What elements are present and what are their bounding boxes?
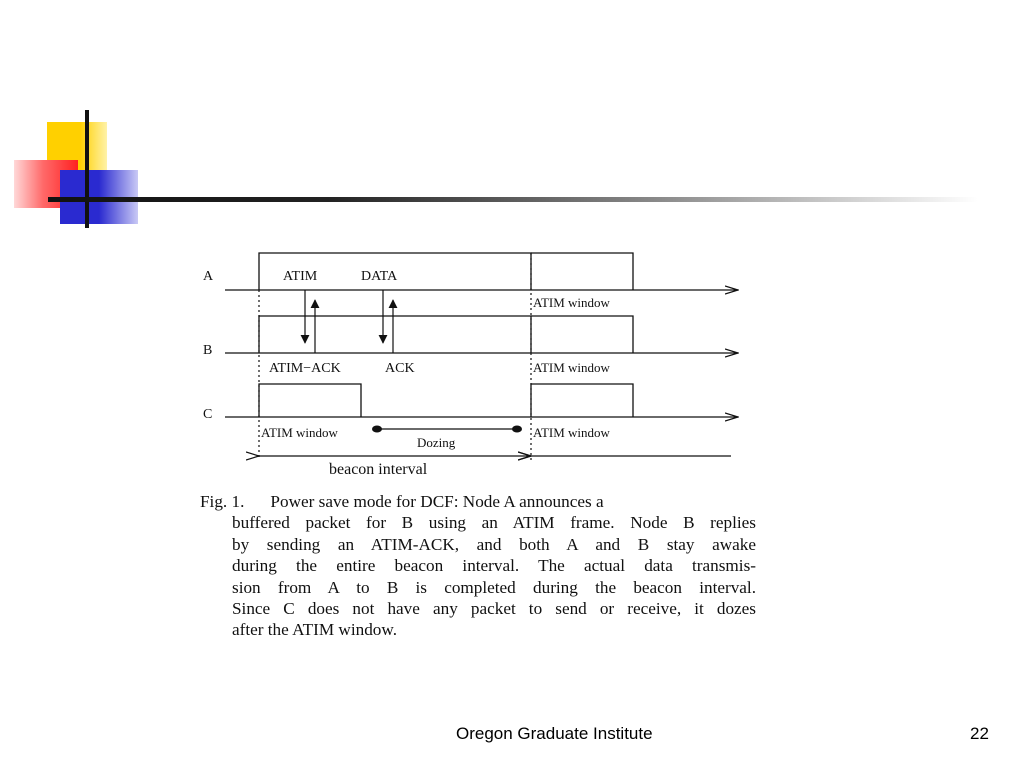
title-divider-line — [48, 197, 978, 202]
beacon-interval-label: beacon interval — [329, 461, 428, 478]
figure-label: Fig. 1. — [200, 492, 245, 511]
caption-line-1: Fig. 1. Power save mode for DCF: Node A announces a — [200, 492, 604, 511]
power-save-timing-diagram — [195, 248, 755, 480]
caption-line-6: Since C does not have any packet to send or receive, it dozes — [232, 599, 756, 619]
caption-line-2: buffered packet for B using an ATIM frame. Node B replies — [232, 513, 756, 533]
page-number: 22 — [970, 724, 989, 743]
dozing-end-dot — [512, 426, 522, 433]
node-a-label: A — [203, 269, 214, 284]
node-a-awake-block-2 — [531, 253, 633, 290]
node-c-atim-block-2 — [531, 384, 633, 417]
node-c-atim-block-1 — [259, 384, 361, 417]
node-b-awake-block-1 — [259, 316, 531, 353]
caption-line-5: sion from A to B is completed during the beacon interval. — [232, 577, 756, 597]
atim-window-label-c1: ATIM window — [261, 425, 338, 440]
data-label: DATA — [361, 269, 398, 284]
caption-line-3: by sending an ATIM-ACK, and both A and B stay awake — [232, 534, 756, 554]
footer-institute: Oregon Graduate Institute — [456, 724, 653, 743]
figure-caption — [200, 491, 756, 641]
atim-ack-label: ATIM−ACK — [269, 361, 341, 376]
caption-line-7: after the ATIM window. — [232, 620, 397, 640]
node-b-label: B — [203, 343, 213, 358]
node-b-awake-block-2 — [531, 316, 633, 353]
decor-vertical-line — [85, 110, 89, 228]
atim-window-label-c2: ATIM window — [533, 425, 610, 440]
atim-window-label-a: ATIM window — [533, 295, 610, 310]
ack-label: ACK — [385, 361, 415, 376]
atim-window-label-b: ATIM window — [533, 360, 610, 375]
atim-label: ATIM — [283, 269, 318, 284]
caption-line-4: during the entire beacon interval. The actual data transmis- — [232, 556, 756, 576]
dozing-label: Dozing — [417, 435, 456, 450]
dozing-start-dot — [372, 426, 382, 433]
node-c-label: C — [203, 407, 213, 422]
